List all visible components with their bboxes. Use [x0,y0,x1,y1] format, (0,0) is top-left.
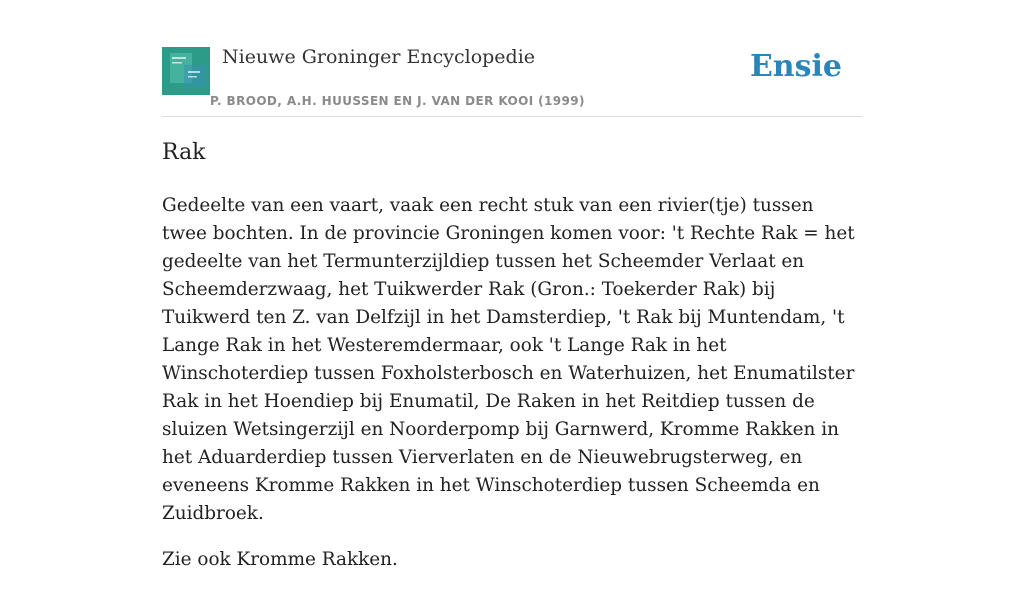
see-also-link[interactable]: Kromme Rakken [236,549,392,570]
entry-content [162,192,864,592]
entry-title: Rak [162,140,206,165]
see-also-suffix: . [392,549,398,570]
book-header [162,44,862,117]
see-also-prefix: Zie ook [162,549,237,570]
see-also [162,546,864,574]
ensie-logo[interactable]: Ensie [749,49,842,84]
book-cover-icon[interactable] [162,47,210,95]
book-title[interactable]: Nieuwe Groninger Encyclopedie [222,46,536,68]
entry-body: Gedeelte van een vaart, vaak een recht stuk van een rivier(tje) tussen twee bochten. In de provincie Groningen komen voor: 't Rechte Rak = het gedeelte van het Termunterzijldiep tussen het Scheemder Verlaat en Scheemderzwaag, het Tuikwerder Rak (Gron.: Toekerder Rak) bij Tuikwerd ten Z. van Delfzijl in het Damsterdiep, 't Rak bij Muntendam, 't Lange Rak in het Westeremdermaar, ook 't Lange Rak in het Winschoterdiep tussen Foxholsterbosch en Waterhuizen, het Enumatilster Rak in het Hoendiep bij Enumatil, De Raken in het Reitdiep tussen de sluizen Wetsingerzijl en Noorderpomp bij Garnwerd, Kromme Rakken in het Aduarderdiep tussen Vierverlaten en de Nieuwebrugsterweg, en eveneens Kromme Rakken in het Winschoterdiep tussen Scheemda en Zuidbroek. [162,195,855,524]
book-authors: P. BROOD, A.H. HUUSSEN EN J. VAN DER KOOI (1999) [210,94,585,108]
